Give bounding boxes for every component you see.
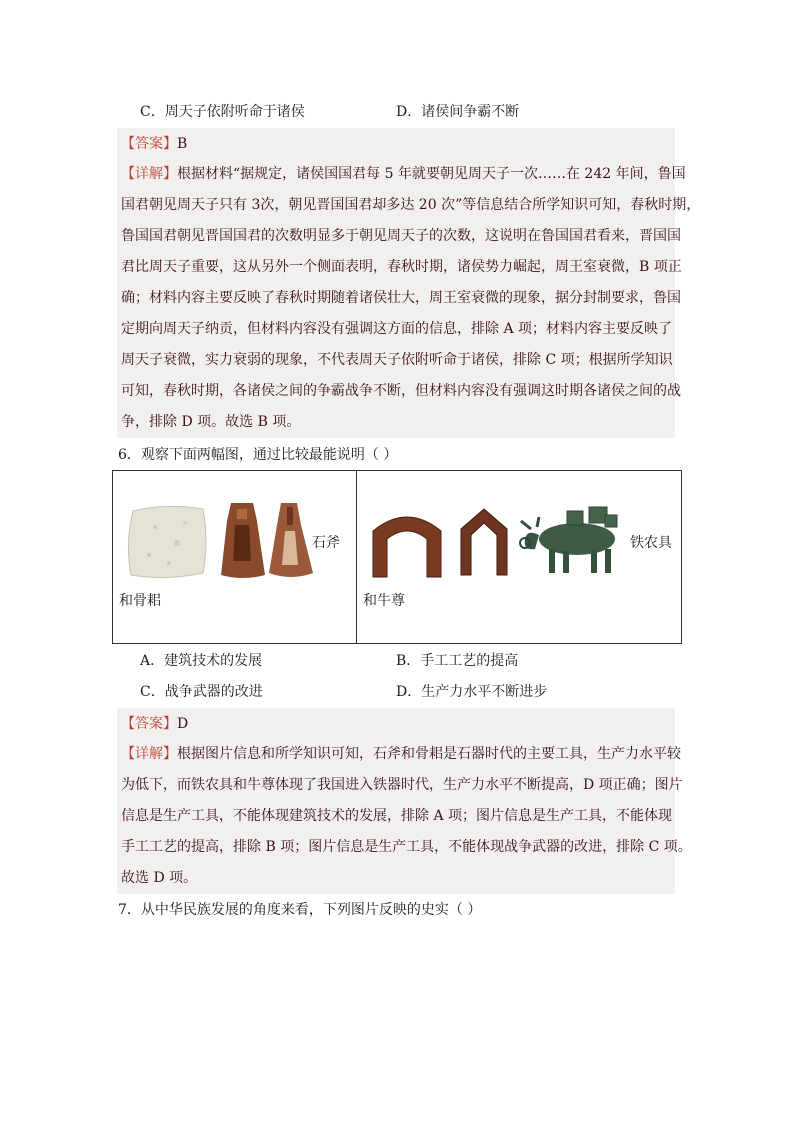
q6-detail-line-4: 手工工艺的提高，排除 B 项；图片信息是生产工具，不能体现战争武器的改进，排除 C 项。 (121, 839, 692, 855)
q5-option-c: C．周天子依附听命于诸侯 (140, 104, 305, 120)
answer-tag: 【答案】 (121, 716, 177, 732)
q5-detail-line-6: 定期向周天子纳贡，但材料内容没有强调这方面的信息，排除 A 项；材料内容主要反映了 (121, 321, 673, 337)
q6-detail-line-3: 信息是生产工具，不能体现建筑技术的发展，排除 A 项；图片信息是生产工具，不能体现 (121, 808, 673, 824)
q5-detail-line-5: 确；材料内容主要反映了春秋时期随着诸侯壮大，周王室衰微的现象，据分封制要求，鲁国 (121, 290, 681, 306)
answer-tag: 【答案】 (121, 136, 177, 152)
q5-option-d: D．诸侯间争霸不断 (396, 104, 520, 120)
q6-figure-table (112, 470, 682, 644)
answer-value: B (177, 136, 188, 152)
q6-option-d: D．生产力水平不断进步 (396, 684, 548, 700)
q6-detail-line-1 (121, 744, 681, 764)
fig-left-label-2: 和骨耜 (119, 593, 161, 609)
fig-right-label-2: 和牛尊 (363, 593, 405, 609)
detail-tag: 【详解】 (121, 746, 177, 762)
q5-detail-line-1 (121, 164, 686, 184)
q7-question: 7．从中华民族发展的角度来看，下列图片反映的史实（ ） (118, 902, 482, 918)
bone-spade-image-2 (265, 501, 315, 581)
detail-text: 根据图片信息和所学知识可知，石斧和骨耜是石器时代的主要工具，生产力水平较 (177, 746, 681, 762)
q6-answer-box (117, 708, 692, 894)
q6-answer-line (121, 714, 188, 734)
fig-left-label-1: 石斧 (312, 535, 340, 551)
bone-spade-image-1 (217, 501, 267, 581)
q5-answer-box (117, 128, 701, 438)
answer-value: D (177, 716, 189, 732)
q6-option-a: A．建筑技术的发展 (140, 653, 263, 669)
fig-right-label-1: 铁农具 (630, 535, 672, 551)
q6-detail-line-5: 故选 D 项。 (121, 870, 198, 886)
ox-zun-image (517, 499, 627, 579)
q5-detail-line-7: 周天子衰微，实力衰弱的现象，不代表周天子依附听命于诸侯，排除 C 项；根据所学知识 (121, 352, 673, 368)
detail-text: 根据材料“据规定，诸侯国国君每 5 年就要朝见周天子一次……在 242 年间，鲁国 (177, 166, 686, 182)
detail-tag: 【详解】 (121, 166, 177, 182)
iron-tool-image-1 (367, 509, 447, 579)
q5-answer-line (121, 134, 187, 154)
iron-tool-image-2 (457, 507, 511, 577)
stone-axe-image (125, 503, 209, 581)
q5-detail-line-2: 国君朝见周天子只有 3次，朝见晋国国君却多达 20 次”等信息结合所学知识可知，春秋时期， (121, 197, 701, 213)
q5-detail-line-3: 鲁国国君朝见晋国国君的次数明显多于朝见周天子的次数，这说明在鲁国国君看来，晋国国 (121, 228, 681, 244)
q6-detail-line-2: 为低下，而铁农具和牛尊体现了我国进入铁器时代，生产力水平不断提高，D 项正确；图片 (121, 777, 683, 793)
q6-question: 6．观察下面两幅图，通过比较最能说明（ ） (118, 447, 398, 463)
q6-option-b: B．手工工艺的提高 (396, 653, 519, 669)
q5-detail-line-8: 可知，春秋时期，各诸侯之间的争霸战争不断，但材料内容没有强调这时期各诸侯之间的战 (121, 383, 681, 399)
q6-option-c: C．战争武器的改进 (140, 684, 263, 700)
q5-detail-line-4: 君比周天子重要，这从另外一个侧面表明，春秋时期，诸侯势力崛起，周王室衰微，B 项正 (121, 259, 682, 275)
q5-detail-line-9: 争，排除 D 项。故选 B 项。 (121, 414, 301, 430)
figure-divider (356, 471, 357, 643)
